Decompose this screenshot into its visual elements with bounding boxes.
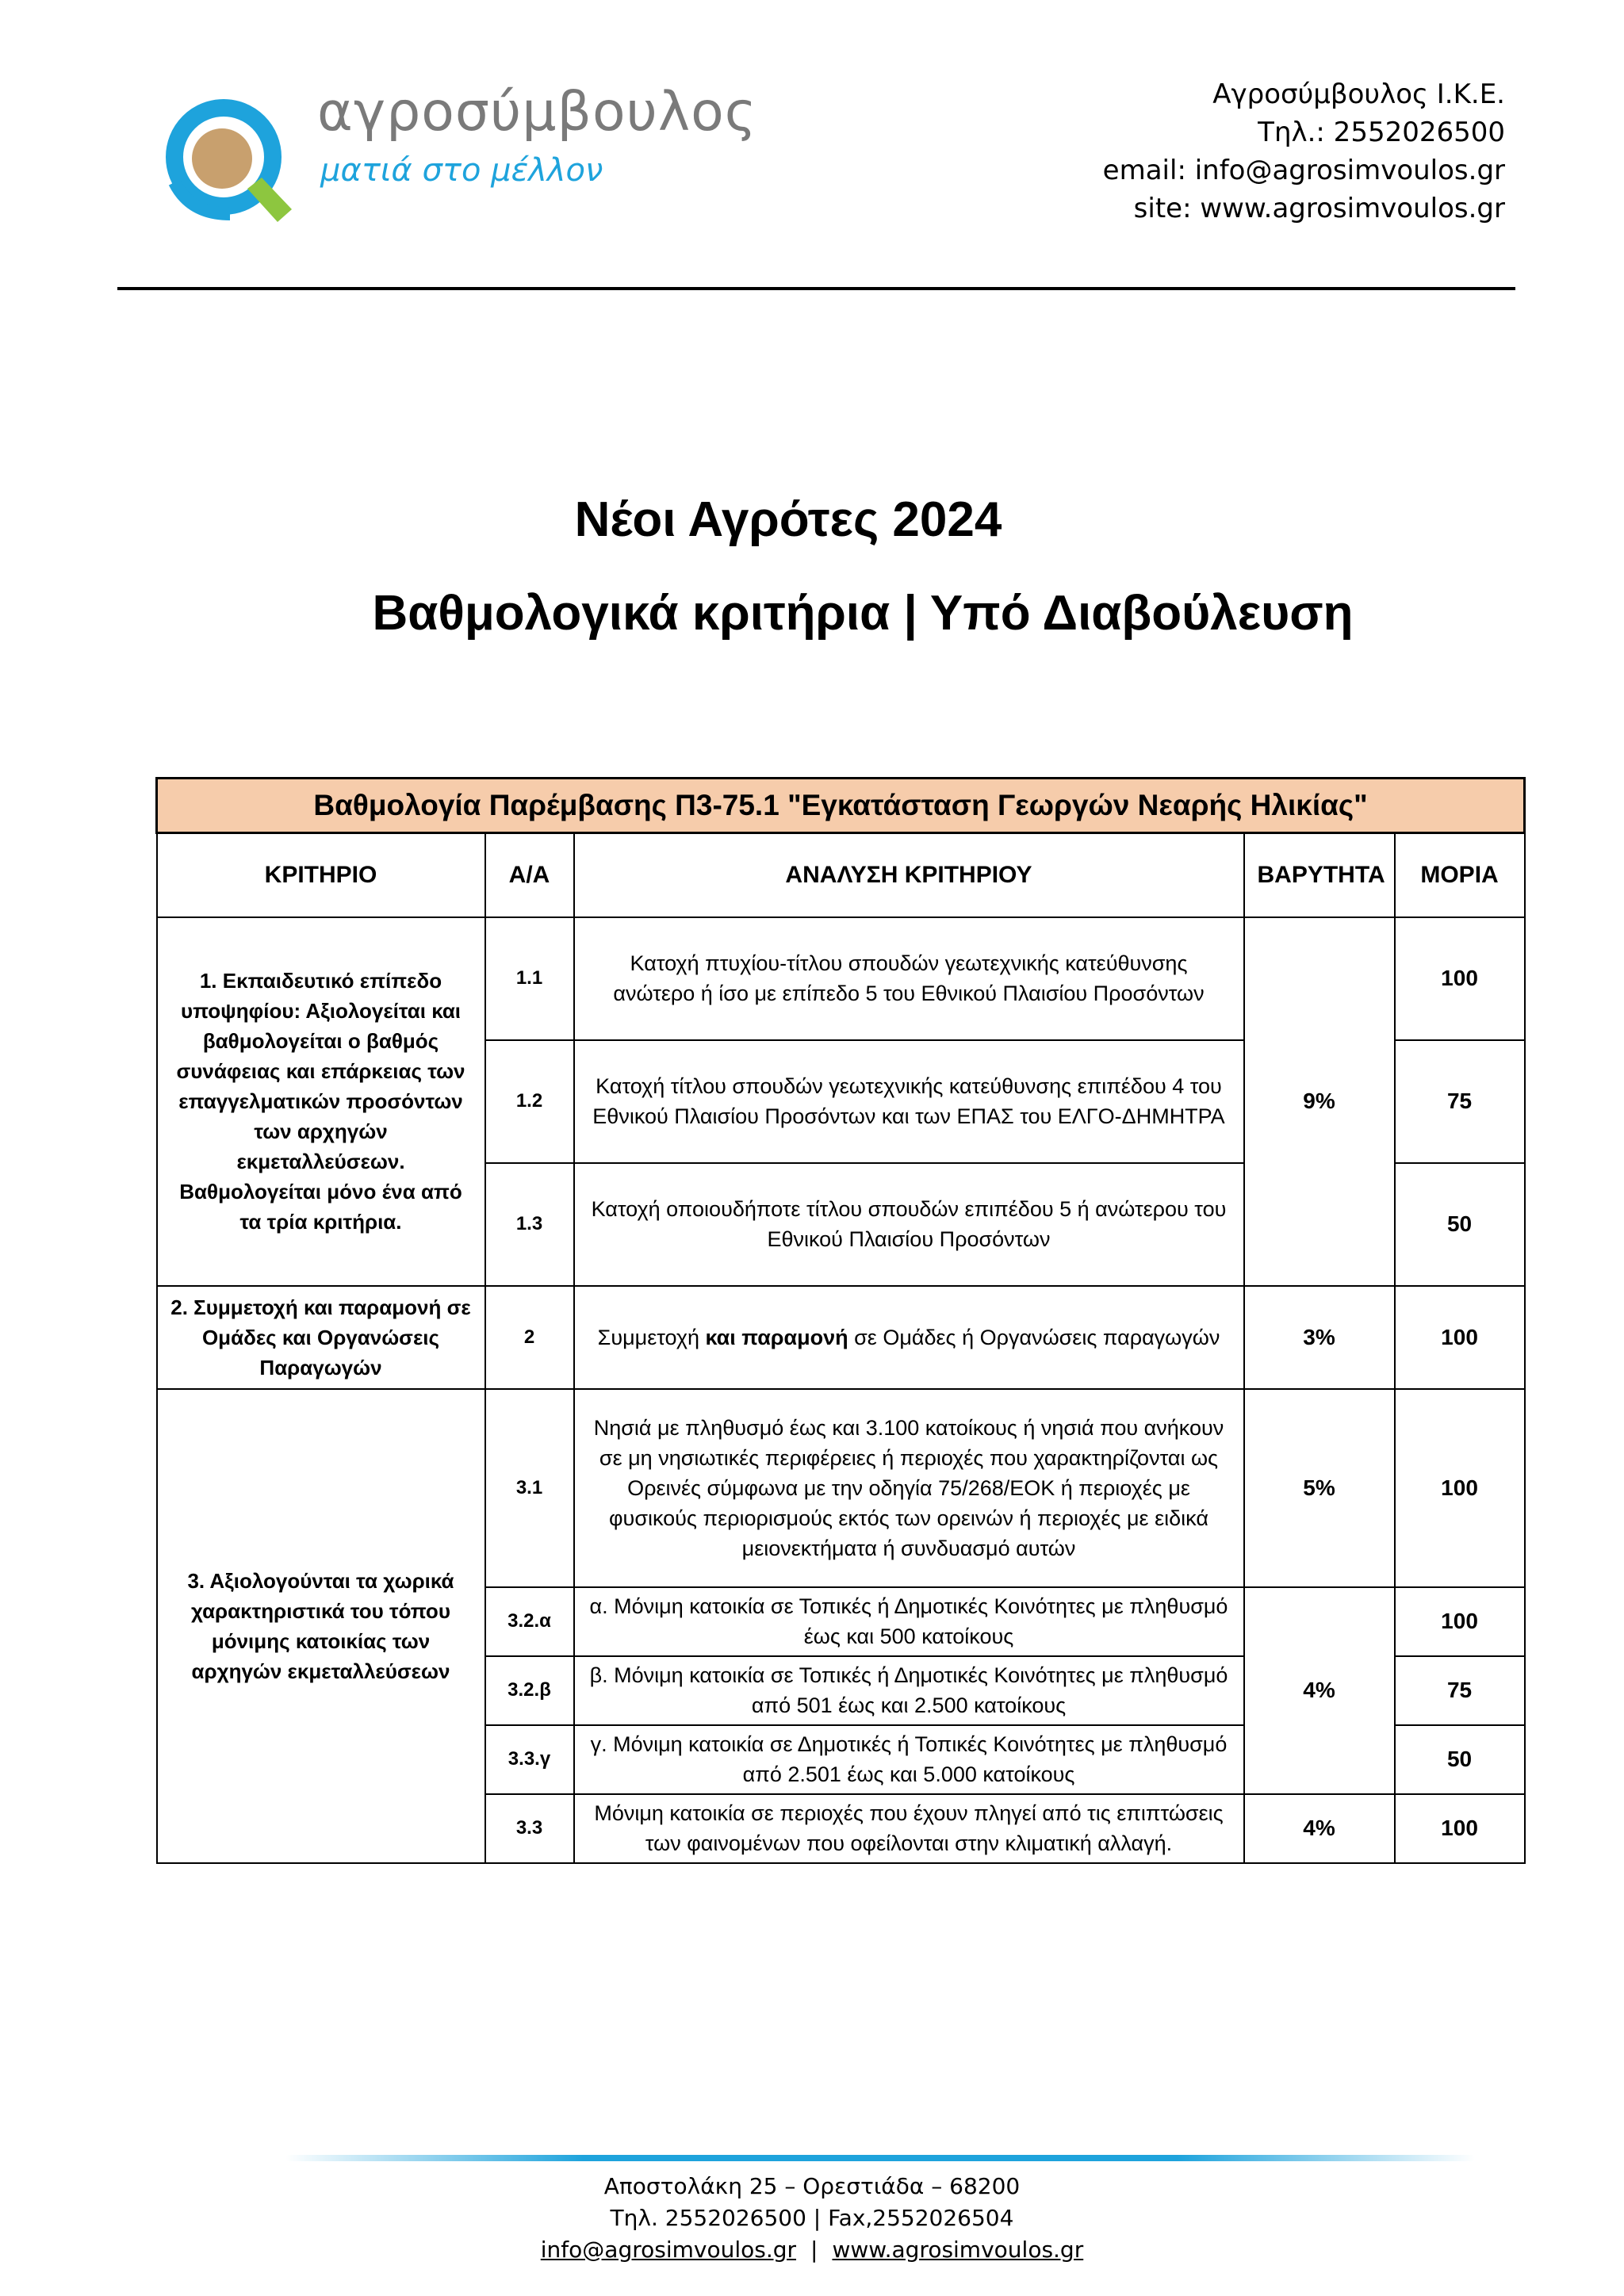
weight-cell: 4%: [1244, 1587, 1395, 1794]
points-cell: 100: [1395, 1286, 1525, 1389]
logo-subtitle: ματιά στο μέλλον: [320, 152, 603, 189]
weight-cell: 9%: [1244, 917, 1395, 1286]
points-cell: 50: [1395, 1725, 1525, 1794]
header-criterion: ΚΡΙΤΗΡΙΟ: [157, 833, 485, 917]
magnifier-logo-icon: [159, 95, 317, 230]
analysis-cell: Νησιά με πληθυσμό έως και 3.100 κατοίκους ή νησιά που ανήκουν σε μη νησιωτικές περιφέρειες ή περιοχές που χαρακτηρίζονται ως Ορεινές σύμφωνα με την οδηγία 75/268/ΕΟΚ ή περιοχές με φυσικούς περιορισμούς εκτός των ορεινών ή περιοχές με ειδικά μειονεκτήματα ή συνδυασμό αυτών: [574, 1389, 1244, 1587]
weight-cell: 5%: [1244, 1389, 1395, 1587]
points-cell: 100: [1395, 1587, 1525, 1656]
criterion-cell: 1. Εκπαιδευτικό επίπεδο υποψηφίου: Αξιολογείται και βαθμολογείται ο βαθμός συνάφειας και επάρκειας των επαγγελματικών προσόντων των αρχηγών εκμεταλλεύσεων. Βαθμολογείται μόνο ένα από τα τρία κριτήρια.: [157, 917, 485, 1286]
analysis-text-post: σε Ομάδες ή Οργανώσεις παραγωγών: [848, 1325, 1220, 1349]
aa-cell: 3.3: [485, 1794, 574, 1863]
header-divider: [117, 287, 1515, 290]
weight-cell: 4%: [1244, 1794, 1395, 1863]
analysis-cell: [574, 1286, 1244, 1389]
points-cell: 75: [1395, 1656, 1525, 1725]
document-title: [0, 492, 1624, 548]
aa-cell: 3.2.α: [485, 1587, 574, 1656]
header-analysis: ΑΝΑΛΥΣΗ ΚΡΙΤΗΡΙΟΥ: [574, 833, 1244, 917]
aa-cell: 3.2.β: [485, 1656, 574, 1725]
points-cell: 100: [1395, 1389, 1525, 1587]
aa-cell: 3.1: [485, 1389, 574, 1587]
footer-separator: |: [810, 2237, 818, 2263]
contact-phone: Τηλ.: 2552026500: [1258, 117, 1505, 148]
header-weight: ΒΑΡΥΤΗΤΑ: [1244, 833, 1395, 917]
footer-site-link[interactable]: www.agrosimvoulos.gr: [832, 2237, 1084, 2263]
footer-divider: [285, 2155, 1475, 2161]
header-points: ΜΟΡΙΑ: [1395, 833, 1525, 917]
points-cell: 100: [1395, 917, 1525, 1040]
footer-links: [0, 2234, 1624, 2266]
table-caption: Βαθμολογία Παρέμβασης Π3-75.1 "Εγκατάσταση Γεωργών Νεαρής Ηλικίας": [157, 779, 1525, 833]
analysis-cell: Κατοχή πτυχίου-τίτλου σπουδών γεωτεχνικής κατεύθυνσης ανώτερο ή ίσο με επίπεδο 5 του Εθνικού Πλαισίου Προσόντων: [574, 917, 1244, 1040]
table-row: [157, 917, 1525, 1040]
points-cell: 100: [1395, 1794, 1525, 1863]
criterion-cell: 2. Συμμετοχή και παραμονή σε Ομάδες και Οργανώσεις Παραγωγών: [157, 1286, 485, 1389]
aa-cell: 3.3.γ: [485, 1725, 574, 1794]
document-subtitle: [0, 585, 1624, 641]
analysis-cell: Κατοχή οποιουδήποτε τίτλου σπουδών επιπέδου 5 ή ανώτερου του Εθνικού Πλαισίου Προσόντων: [574, 1163, 1244, 1286]
contact-site[interactable]: site: www.agrosimvoulos.gr: [1133, 193, 1505, 224]
analysis-cell: α. Μόνιμη κατοικία σε Τοπικές ή Δημοτικές Κοινότητες με πληθυσμό έως και 500 κατοίκους: [574, 1587, 1244, 1656]
footer-phones: Τηλ. 2552026500 | Fax,2552026504: [610, 2205, 1014, 2231]
analysis-cell: Μόνιμη κατοικία σε περιοχές που έχουν πληγεί από τις επιπτώσεις των φαινομένων που οφείλονται στην κλιματική αλλαγή.: [574, 1794, 1244, 1863]
company-logo: [159, 81, 841, 222]
aa-cell: 2: [485, 1286, 574, 1389]
aa-cell: 1.2: [485, 1040, 574, 1163]
analysis-cell: Κατοχή τίτλου σπουδών γεωτεχνικής κατεύθυνσης επιπέδου 4 του Εθνικού Πλαισίου Προσόντων και των ΕΠΑΣ του ΕΛΓΟ-ΔΗΜΗΤΡΑ: [574, 1040, 1244, 1163]
points-cell: 50: [1395, 1163, 1525, 1286]
aa-cell: 1.3: [485, 1163, 574, 1286]
table-row: [157, 1286, 1525, 1389]
criteria-table: [155, 777, 1526, 1864]
document-subtitle-text: Βαθμολογικά κριτήρια | Υπό Διαβούλευση: [372, 586, 1354, 641]
header-aa: Α/Α: [485, 833, 574, 917]
document-title-text: Νέοι Αγρότες 2024: [574, 492, 1002, 547]
aa-cell: 1.1: [485, 917, 574, 1040]
company-name: Αγροσύμβουλος Ι.Κ.Ε.: [1212, 78, 1505, 110]
points-cell: 75: [1395, 1040, 1525, 1163]
table-row: [157, 1389, 1525, 1587]
contact-block: [1103, 75, 1505, 228]
footer-address: Αποστολάκη 25 – Ορεστιάδα – 68200: [603, 2173, 1021, 2199]
analysis-cell: β. Μόνιμη κατοικία σε Τοπικές ή Δημοτικές Κοινότητες με πληθυσμό από 501 έως και 2.500 κατοίκους: [574, 1656, 1244, 1725]
contact-email[interactable]: email: info@agrosimvoulos.gr: [1102, 155, 1505, 186]
criterion-cell: 3. Αξιολογούνται τα χωρικά χαρακτηριστικά του τόπου μόνιμης κατοικίας των αρχηγών εκμεταλλεύσεων: [157, 1389, 485, 1863]
logo-title: αγροσύμβουλος: [317, 81, 757, 144]
analysis-text-bold: και παραμονή: [705, 1325, 848, 1349]
analysis-text-pre: Συμμετοχή: [597, 1325, 706, 1349]
page-footer: [0, 2171, 1624, 2266]
footer-email-link[interactable]: info@agrosimvoulos.gr: [540, 2237, 797, 2263]
analysis-cell: γ. Μόνιμη κατοικία σε Δημοτικές ή Τοπικές Κοινότητες με πληθυσμό από 2.501 έως και 5.000 κατοίκους: [574, 1725, 1244, 1794]
weight-cell: 3%: [1244, 1286, 1395, 1389]
